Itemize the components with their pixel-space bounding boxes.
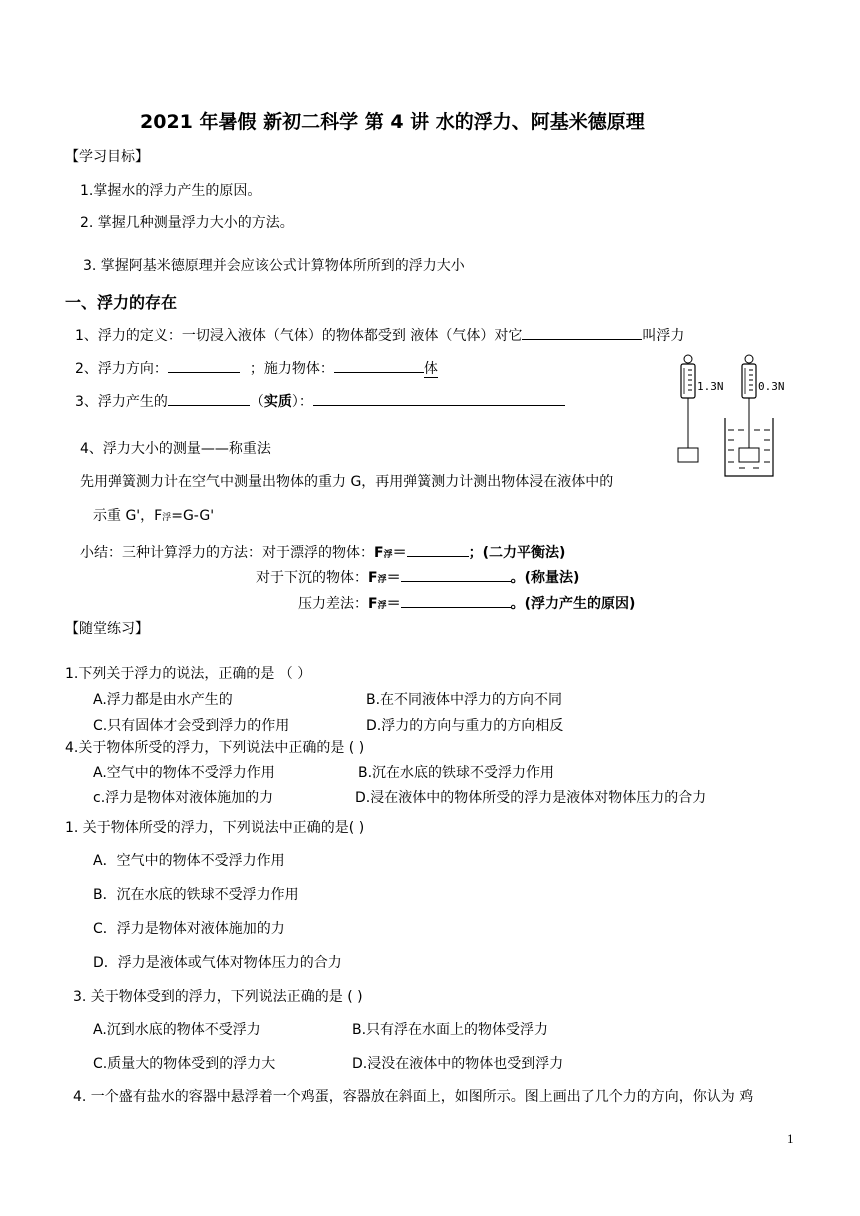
spring-scale-right — [739, 355, 759, 462]
method-note: 。(浮力产生的原因) — [510, 596, 636, 612]
definition-tail: 叫浮力 — [642, 328, 685, 344]
formula-subscript: 浮 — [162, 513, 172, 523]
objective-item: 2. 掌握几种测量浮力大小的方法。 — [80, 215, 294, 231]
option: C．浮力是物体对液体施加的力 — [93, 921, 285, 937]
option: D.浮力的方向与重力的方向相反 — [366, 718, 564, 734]
summary-row-float — [80, 541, 565, 564]
question: 1.下列关于浮力的说法，正确的是 （ ） — [65, 666, 312, 682]
option: B.只有浮在水面上的物体受浮力 — [352, 1022, 549, 1038]
method-note: 。(称量法) — [510, 570, 580, 586]
cause-paren-close: ）： — [291, 394, 313, 410]
spring-scale-figure — [665, 350, 800, 480]
option: B.沉在水底的铁球不受浮力作用 — [358, 765, 555, 781]
force-symbol: F — [368, 570, 378, 586]
summary-label: 对于下沉的物体： — [256, 570, 368, 586]
force-subscript: 浮 — [383, 550, 393, 560]
essence-label: 实质 — [263, 394, 292, 410]
equals: ＝ — [386, 570, 401, 586]
measure-heading: 4、浮力大小的测量——称重法 — [80, 441, 271, 457]
option: B．沉在水底的铁球不受浮力作用 — [93, 887, 299, 903]
option: A.浮力都是由水产生的 — [93, 692, 233, 708]
spring-scale-left — [678, 355, 698, 462]
option: A.空气中的物体不受浮力作用 — [93, 765, 275, 781]
option: D.浸在液体中的物体所受的浮力是液体对物体压力的合力 — [355, 790, 707, 806]
question: 3. 关于物体受到的浮力，下列说法正确的是 ( ) — [73, 989, 363, 1005]
option: C.质量大的物体受到的浮力大 — [93, 1056, 276, 1072]
force-subscript: 浮 — [377, 575, 387, 585]
reading-left: 1.3N — [697, 380, 724, 393]
option: A．空气中的物体不受浮力作用 — [93, 853, 285, 869]
direction-label: 2、浮力方向： — [75, 361, 168, 377]
section-heading: 一、浮力的存在 — [65, 293, 178, 312]
source-tail: 体 — [423, 361, 438, 377]
summary-label: 压力差法： — [298, 596, 368, 612]
force-symbol: F — [368, 596, 378, 612]
option: A.沉到水底的物体不受浮力 — [93, 1022, 261, 1038]
method-note: ；(二力平衡法) — [468, 545, 566, 561]
blank — [168, 390, 250, 406]
question: 4. 一个盛有盐水的容器中悬浮着一个鸡蛋，容器放在斜面上，如图所示。图上画出了几个力的方向，你认为 鸡 — [73, 1089, 754, 1105]
option: B.在不同液体中浮力的方向不同 — [366, 692, 563, 708]
measure-formula — [93, 507, 214, 527]
equals: ＝ — [386, 596, 401, 612]
measure-desc: 先用弹簧测力计在空气中测量出物体的重力 G，再用弹簧测力计测出物体浸在液体中的 — [80, 474, 614, 490]
equals: ＝ — [392, 545, 407, 561]
blank — [407, 541, 469, 557]
force-symbol: F — [374, 545, 384, 561]
summary-row-pressure — [298, 592, 635, 615]
definition-text: 1、浮力的定义：一切浸入液体（气体）的物体都受到 液体（气体）对它 — [75, 328, 523, 344]
summary-label: 小结：三种计算浮力的方法：对于漂浮的物体： — [80, 545, 374, 561]
source-label: ；施力物体： — [249, 361, 334, 377]
cause-label: 3、浮力产生的 — [75, 394, 168, 410]
objective-item: 3. 掌握阿基米德原理并会应该公式计算物体所所到的浮力大小 — [83, 258, 465, 274]
option: D.浸没在液体中的物体也受到浮力 — [352, 1056, 564, 1072]
force-subscript: 浮 — [377, 601, 387, 611]
blank — [401, 592, 511, 608]
blank — [522, 324, 642, 340]
formula-text: =G-G' — [171, 508, 215, 524]
reading-right: 0.3N — [758, 380, 785, 393]
cause-line — [75, 390, 565, 411]
blank — [168, 357, 240, 373]
blank — [313, 390, 565, 406]
question: 1. 关于物体所受的浮力，下列说法中正确的是( ) — [65, 820, 365, 836]
direction-line — [75, 357, 438, 378]
page-number: 1 — [787, 1131, 794, 1146]
option: D．浮力是液体或气体对物体压力的合力 — [93, 955, 342, 971]
definition-line — [75, 324, 684, 345]
cause-paren-open: （ — [249, 394, 264, 410]
formula-text: 示重 G'，F — [93, 508, 163, 524]
blank — [334, 357, 424, 373]
summary-row-sink — [256, 566, 579, 589]
question: 4.关于物体所受的浮力，下列说法中正确的是 ( ) — [65, 740, 365, 756]
practice-heading: 【随堂练习】 — [65, 621, 149, 637]
objectives-heading: 【学习目标】 — [65, 149, 149, 165]
option: C.只有固体才会受到浮力的作用 — [93, 718, 290, 734]
option: c.浮力是物体对液体施加的力 — [93, 790, 274, 806]
blank — [401, 566, 511, 582]
objective-item: 1.掌握水的浮力产生的原因。 — [80, 183, 262, 199]
page-title: 2021 年暑假 新初二科学 第 4 讲 水的浮力、阿基米德原理 — [140, 111, 645, 133]
